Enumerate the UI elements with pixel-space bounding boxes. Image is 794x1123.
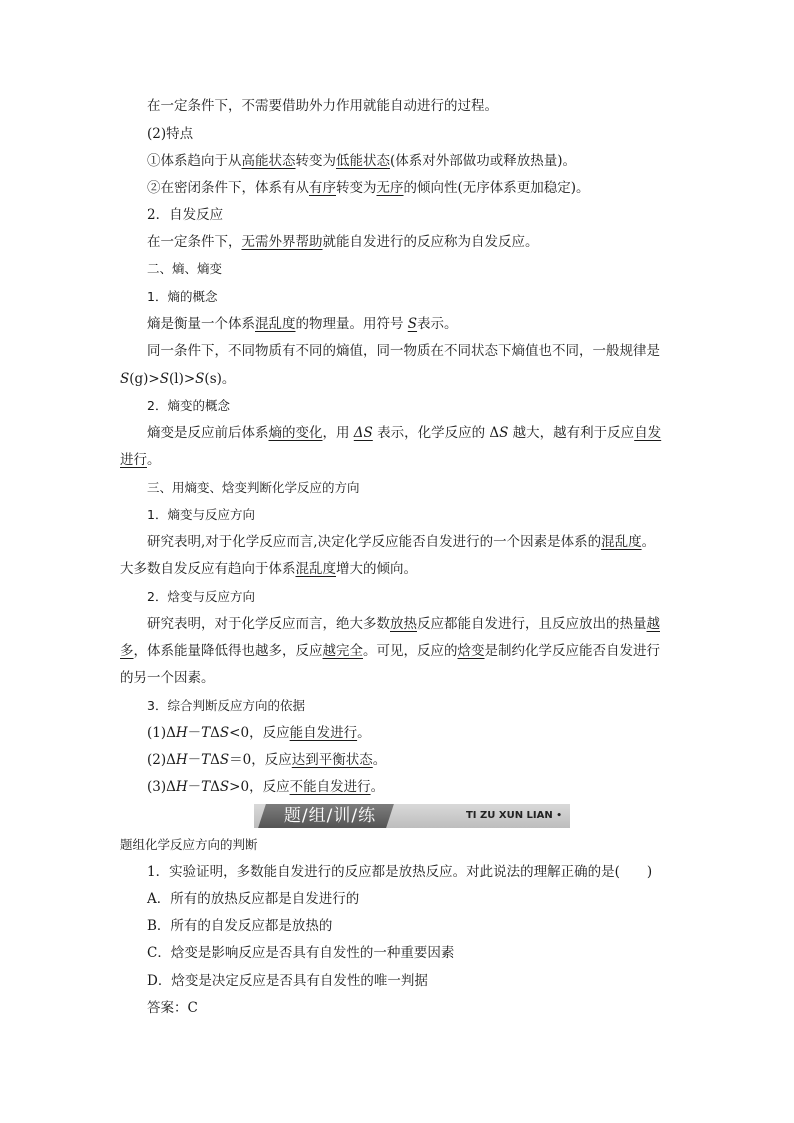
underlined-term: 越完全 — [322, 643, 363, 659]
text-line: 多，体系能量降低得也越多，反应越完全。可见，反应的焓变是制约化学反应能否自发进行 — [120, 643, 660, 659]
underlined-term: S — [407, 316, 418, 332]
underlined-term: 无需外界帮助 — [241, 234, 323, 250]
symbol: S — [195, 371, 205, 387]
text-line: S(g)>S(l)>S(s)。 — [120, 371, 236, 387]
answer: 答案：C — [147, 1000, 198, 1016]
underlined-term: 自发 — [634, 425, 662, 441]
underlined-term: 无序 — [376, 180, 404, 196]
symbol: T — [201, 725, 211, 741]
banner-subtitle — [466, 804, 562, 828]
text-line: (3)ΔH－TΔS>0，反应不能自发进行。 — [147, 779, 385, 795]
subsection-heading: 3．综合判断反应方向的依据 — [147, 698, 305, 713]
underlined-term: 混乱度 — [295, 561, 336, 577]
bullet-dot-icon: • — [556, 811, 562, 821]
underlined-term: 进行 — [120, 452, 147, 468]
option-a: A．所有的放热反应都是自发进行的 — [147, 891, 360, 907]
subsection-heading: 2．熵变的概念 — [147, 398, 230, 413]
text-line: (2)特点 — [147, 126, 194, 142]
underlined-term: 放热 — [390, 616, 417, 632]
option-d: D．焓变是决定反应是否具有自发性的唯一判据 — [147, 973, 428, 989]
subsection-heading: 2．焓变与反应方向 — [147, 589, 255, 604]
text-line: 熵是衡量一个体系混乱度的物理量。用符号 S表示。 — [147, 316, 458, 332]
underlined-term: 有序 — [309, 180, 336, 196]
underlined-term: 能自发进行 — [289, 725, 358, 741]
symbol: H — [175, 779, 188, 795]
underlined-term: 越 — [646, 616, 660, 632]
underlined-term: 不能自发进行 — [289, 779, 371, 795]
text-line: 在一定条件下，无需外界帮助就能自发进行的反应称为自发反应。 — [147, 234, 539, 250]
symbol: S — [219, 752, 230, 768]
text-line: ①体系趋向于从高能状态转变为低能状态(体系对外部做功或释放热量)。 — [147, 153, 577, 169]
text-line: 同一条件下，不同物质有不同的熵值，同一物质在不同状态下熵值也不同，一般规律是 — [147, 343, 660, 359]
symbol: T — [201, 752, 211, 768]
underlined-term: 达到平衡状态 — [291, 752, 373, 768]
text-line: 2．自发反应 — [147, 207, 224, 223]
symbol: H — [175, 752, 188, 768]
text-line: 研究表明,对于化学反应而言,决定化学反应能否自发进行的一个因素是体系的混乱度。 — [147, 534, 656, 550]
symbol: S — [499, 425, 509, 441]
underlined-term: 混乱度 — [255, 316, 296, 332]
symbol: S — [219, 779, 230, 795]
text-line: ②在密闭条件下，体系有从有序转变为无序的倾向性(无序体系更加稳定)。 — [147, 180, 590, 196]
symbol: S — [120, 371, 130, 387]
underlined-term: 高能状态 — [241, 153, 296, 169]
section-heading: 二、熵、熵变 — [147, 261, 223, 276]
underlined-term: 焓变 — [457, 643, 485, 659]
underlined-term: 多 — [120, 643, 134, 659]
underlined-term: ΔS — [353, 425, 373, 441]
underlined-term: 混乱度 — [601, 534, 642, 550]
option-c: C．焓变是影响反应是否具有自发性的一种重要因素 — [147, 945, 455, 961]
symbol: S — [219, 725, 230, 741]
subsection-heading: 1．熵变与反应方向 — [147, 507, 255, 522]
question-stem: 1．实验证明，多数能自发进行的反应都是放热反应。对此说法的理解正确的是( ) — [147, 864, 653, 880]
section-heading: 三、用熵变、焓变判断化学反应的方向 — [147, 480, 360, 495]
banner-title: 题/组/训/练 — [283, 806, 377, 826]
subsection-heading: 1．熵的概念 — [147, 289, 218, 304]
text-line: 的另一个因素。 — [120, 670, 215, 686]
banner-subtitle-text: TI ZU XUN LIAN — [465, 810, 553, 821]
text-line: 进行。 — [120, 452, 161, 468]
text-line: 研究表明，对于化学反应而言，绝大多数放热反应都能自发进行，且反应放出的热量越 — [147, 616, 660, 632]
option-b: B．所有的自发反应都是放热的 — [147, 918, 333, 934]
text-line: (2)ΔH－TΔS＝0，反应达到平衡状态。 — [147, 752, 387, 768]
symbol: H — [175, 725, 188, 741]
exercise-group-heading: 题组化学反应方向的判断 — [120, 837, 258, 852]
symbol: S — [159, 371, 169, 387]
exercise-banner — [254, 804, 570, 828]
symbol: T — [201, 779, 211, 795]
text-line: 熵变是反应前后体系熵的变化，用 ΔS 表示，化学反应的 ΔS 越大，越有利于反应自发 — [147, 425, 662, 441]
text-line: (1)ΔH－TΔS<0，反应能自发进行。 — [147, 725, 371, 741]
underlined-term: 低能状态 — [336, 153, 390, 169]
text-line: 在一定条件下，不需要借助外力作用就能自动进行的过程。 — [147, 98, 498, 114]
text-line: 大多数自发反应有趋向于体系混乱度增大的倾向。 — [120, 561, 417, 577]
underlined-term: 熵的变化 — [268, 425, 323, 441]
